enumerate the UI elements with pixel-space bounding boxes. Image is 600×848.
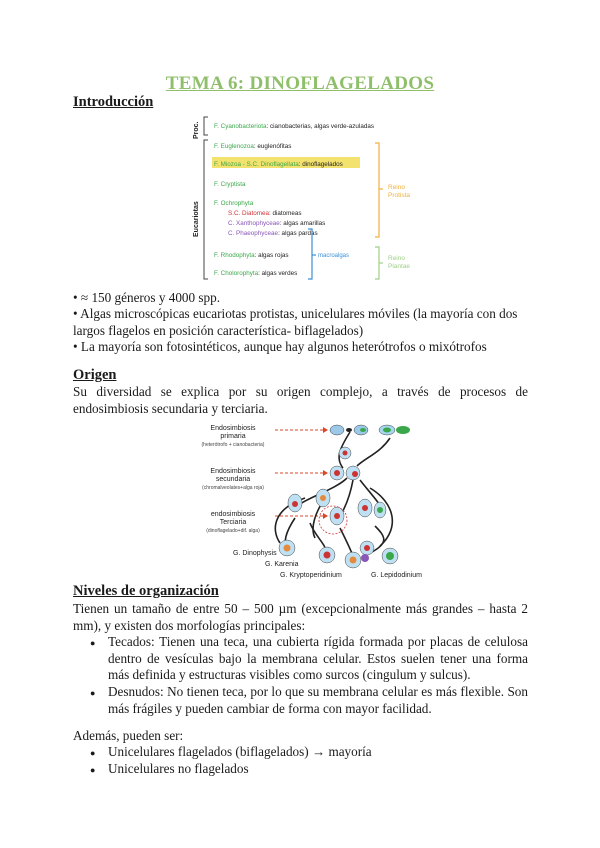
svg-text:Plantae: Plantae	[388, 263, 411, 270]
taxon-row: F. Rhodophyta: algas rojas	[214, 252, 289, 259]
prok-bracket	[204, 117, 208, 135]
euk-bracket	[204, 140, 208, 279]
taxon-row: F. Ochrophyta	[214, 200, 254, 207]
prok-label: Proc.	[193, 121, 200, 139]
taxon-row: F. Cryptista	[214, 181, 246, 188]
svg-text:primaria: primaria	[220, 433, 246, 440]
taxon-row: C. Phaeophyceae: algas pardas	[228, 230, 318, 237]
protista-bracket	[375, 143, 379, 237]
taxonomy-diagram	[180, 109, 440, 287]
reino-plantae-label: Reino	[388, 255, 405, 262]
svg-text:(heterótrofo + cianobacteria): (heterótrofo + cianobacteria)	[201, 442, 265, 448]
primary-label: Endosimbiosis	[210, 425, 256, 432]
genus-label: G. Dinophysis	[233, 550, 277, 557]
svg-text:secundaria: secundaria	[215, 476, 251, 483]
tertiary-label: endosimbiosis	[210, 511, 256, 518]
euk-label: Eucariotas	[193, 201, 200, 237]
secondary-label: Endosimbiosis	[210, 468, 256, 475]
svg-text:(chromalveolates+alga roja): (chromalveolates+alga roja)	[202, 485, 264, 491]
intro-bullet: • ≈ 150 géneros y 4000 spp.	[73, 290, 221, 305]
intro-bullet: • Algas microscópicas eucariotas protistas, unicelulares móviles (la mayoría con dos largos flagelos en posición característica- biflagelados)	[73, 306, 518, 338]
intro-bullet: • La mayoría son fotosintéticos, aunque hay algunos heterótrofos o mixótrofos	[73, 339, 487, 354]
also-text: Además, pueden ser:	[73, 728, 184, 743]
section-heading-levels: Niveles de organización	[73, 583, 219, 599]
taxon-row: F. Miozoa - S.C. Dinoflagellata: dinoflagelados	[214, 161, 343, 168]
svg-text:Terciaria: Terciaria	[219, 519, 247, 526]
origin-paragraph: Su diversidad se explica por su origen complejo, a través de procesos de endosimbiosis secundaria y terciaria.	[73, 384, 528, 416]
taxon-row: F. Euglenozoa: euglenófitas	[214, 143, 292, 150]
taxon-row: F. Cholorophyta: algas verdes	[214, 270, 298, 277]
plantae-bracket	[375, 247, 379, 279]
taxon-row: S.C. Diatomea: diatomeas	[228, 210, 302, 217]
levels-intro: Tienen un tamaño de entre 50 – 500 µm (excepcionalmente más grandes – hasta 2 mm), y existen dos morfologías principales:	[73, 601, 528, 633]
macroalgas-label: macroalgas	[318, 253, 350, 259]
endosymbiosis-diagram	[175, 418, 430, 581]
section-heading-intro: Introducción	[73, 94, 154, 110]
taxon-row: F. Cyanobacteriota: cianobacterias, algas verde-azuladas	[214, 123, 374, 130]
genus-label: G. Lepidodinium	[371, 572, 422, 579]
svg-text:(dinoflagelado+dif. alga): (dinoflagelado+dif. alga)	[206, 528, 260, 534]
genus-label: G. Karenia	[265, 561, 299, 568]
taxon-row: C. Xanthophyceae: algas amarillas	[228, 220, 326, 227]
section-heading-origin: Origen	[73, 367, 117, 383]
page-title: TEMA 6: DINOFLAGELADOS	[165, 73, 435, 94]
genus-label: G. Kryptoperidinium	[280, 572, 342, 579]
svg-text:Protista: Protista	[388, 192, 411, 199]
reino-protista-label: Reino	[388, 184, 405, 191]
